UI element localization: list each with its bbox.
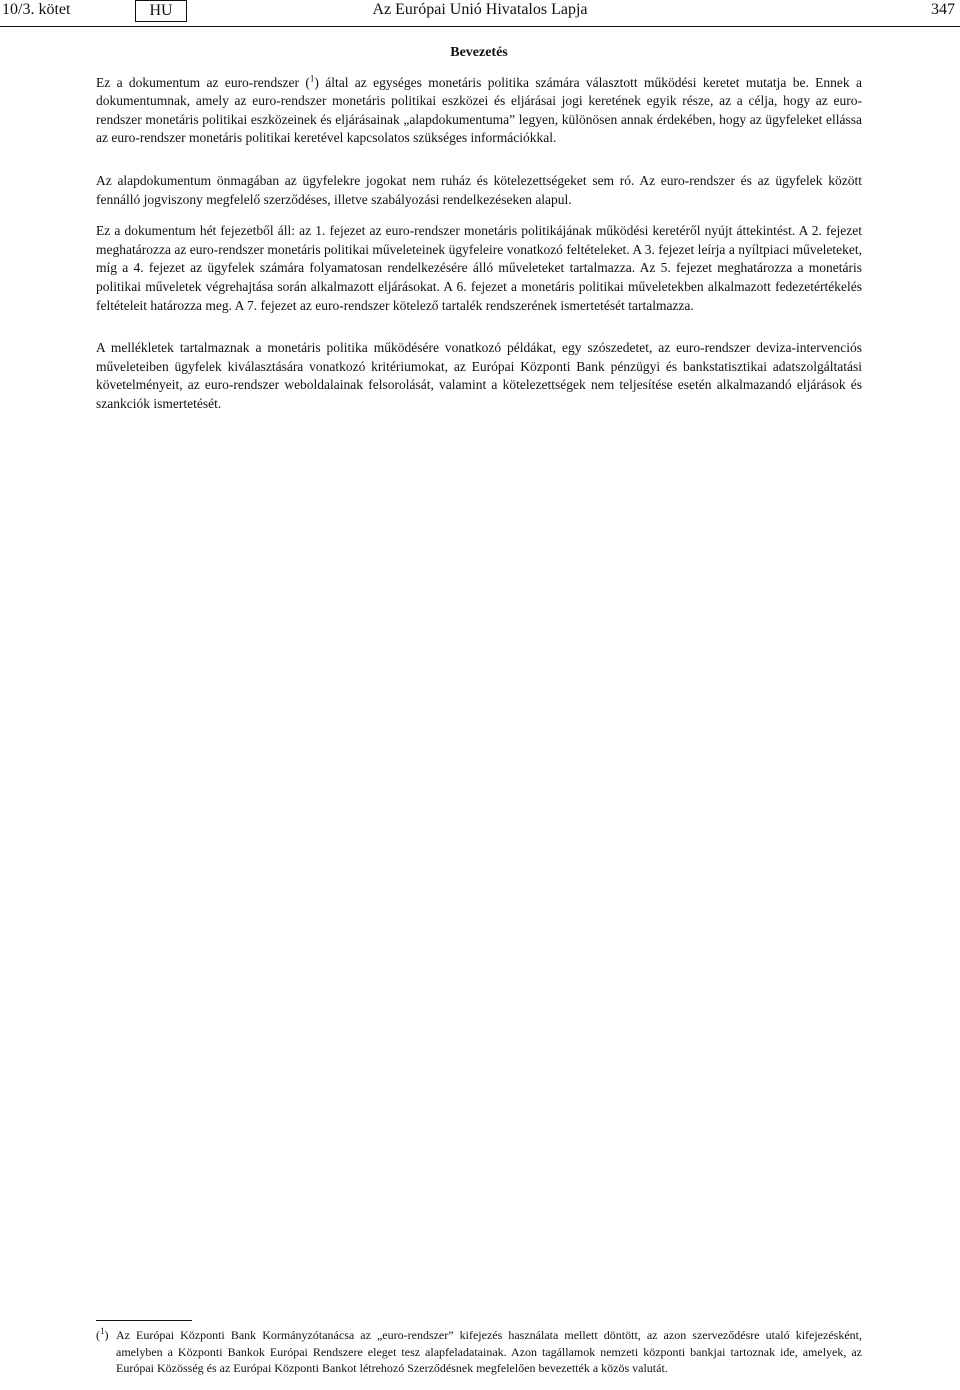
language-code-box: HU: [135, 0, 187, 22]
footnote-reference[interactable]: 1: [309, 73, 315, 84]
paragraph-2: Az alapdokumentum önmagában az ügyfelekre jogokat nem ruház és kötelezettségeket sem ró. Az euro-rendszer és az ügyfelek között fennálló jogviszony megfelelő szerződéses, illetve szabályozási rendelkezéseken alapul.: [96, 172, 862, 207]
paragraph-1: [96, 74, 862, 148]
section-title: Bevezetés: [450, 45, 508, 60]
header-divider: [0, 26, 960, 27]
footnote-marker-close: ): [104, 1328, 109, 1342]
paragraph-1-rest: ) által az egységes monetáris politika számára választott működési keretet mutatja be. Ennek a dokumentumnak, amely az euro-rendszer monetáris politikai eszközei és eljárásai jogi keretének egyik része, az a célja, hogy az euro-rendszer monetáris politikai eszközeinek és eljárásainak „alapdokumentuma” legyen, különösen annak érdekében, hogy az ügyfeleket ellássa az euro-rendszer monetáris politikai keretével kapcsolatos szükséges információkkal.: [96, 74, 862, 146]
footnote-text: Az Európai Központi Bank Kormányzótanácsa az „euro-rendszer” kifejezés használata mellett döntött, az azon szerveződésre utaló kifejezésként, amelyben a Központi Bankok Európai Rendszere eleget tesz alapfeladatainak. Azon tagállamok nemzeti központi bankjai tartoznak ide, amelyek, az Európai Közösség és az Európai Központi Bankot létrehozó Szerződésnek megfelelően bevezették a közös valutát.: [116, 1328, 862, 1375]
paragraph-3: Ez a dokumentum hét fejezetből áll: az 1. fejezet az euro-rendszer monetáris politikájának működési keretéről nyújt áttekintést. A 2. fejezet meghatározza az euro-rendszer monetáris politikai műveleteinek ügyfeleire vonatkozó feltételeket. A 3. fejezet leírja a nyíltpiaci műveleteket, míg a 4. fejezet az ügyfelek számára folyamatosan rendelkezésére álló műveleteket tartalmazza. Az 5. fejezet meghatározza a monetáris politikai műveletek végrehajtása során alkalmazott eljárásokat. A 6. fejezet a monetáris politikai műveletekben alkalmazott fedezetértékelés feltételeit határozza meg. A 7. fejezet az euro-rendszer kötelező tartalék rendszerének ismertetését tartalmazza.: [96, 223, 862, 313]
footnote-marker: [96, 1327, 109, 1344]
page-number: 347: [931, 1, 955, 18]
main-content: [96, 44, 862, 427]
paragraph-1-start: Ez a dokumentum az euro-rendszer (: [96, 74, 310, 90]
paragraph-4: A mellékletek tartalmaznak a monetáris politika működésére vonatkozó példákat, egy szószedetet, az euro-rendszer deviza-intervenciós műveleteiben ügyfelek kiválasztására vonatkozó kritériumokat, az Európai Központi Bank pénzügyi és bankstatisztikai adatszolgáltatási követelményeit, az euro-rendszer weboldalainak felsorolását, valamint a kötelezettségek nem teljesítése esetén alkalmazandó eljárások és szankciók ismertetését.: [96, 340, 862, 411]
volume-label: 10/3. kötet: [2, 1, 71, 18]
footnote-divider: [96, 1320, 192, 1321]
page-header: [0, 0, 960, 28]
footnote: [96, 1327, 862, 1377]
footnote-marker-number: 1: [100, 1326, 105, 1336]
footnote-marker-open: (: [96, 1328, 100, 1342]
journal-title: Az Európai Unió Hivatalos Lapja: [372, 1, 588, 18]
